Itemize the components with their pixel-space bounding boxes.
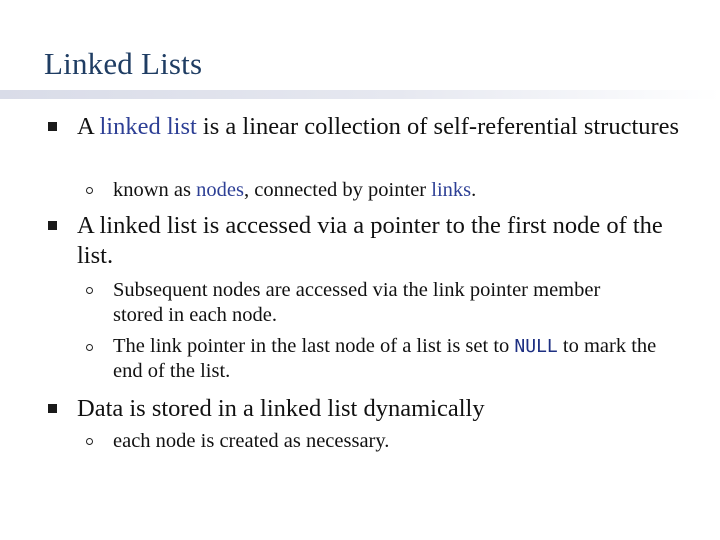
sub-bullet-3-1-text: each node is created as necessary. [113, 430, 390, 452]
bullet-1-part1: A [77, 113, 100, 140]
term-linked-list: linked list [99, 113, 197, 140]
sub-1-1-part1: known as [113, 179, 197, 201]
bullet-3-text: Data is stored in a linked list dynamically [77, 395, 485, 422]
ring-bullet-icon [86, 287, 93, 294]
code-null: NULL [514, 336, 558, 357]
bullet-2-text: A linked list is accessed via a pointer to the first node of the list. [77, 212, 663, 269]
sub-2-2-part2: to mark the end of the list. [113, 335, 657, 382]
slide-title: Linked Lists [44, 46, 203, 81]
ring-bullet-icon [86, 438, 93, 445]
square-bullet-icon [48, 122, 57, 131]
term-nodes: nodes [196, 179, 244, 201]
sub-bullet-2-2-text [113, 334, 688, 384]
square-bullet-icon [48, 404, 57, 413]
term-links: links [431, 179, 472, 201]
ring-bullet-icon [86, 187, 93, 194]
sub-bullet-1-1-text [113, 178, 693, 203]
sub-2-2-part1: The link pointer in the last node of a list is set to [113, 335, 515, 357]
sub-1-1-part2: , connected by pointer [243, 179, 432, 201]
square-bullet-icon [48, 221, 57, 230]
bullet-1-part2: is a linear collection of self-referential structures [196, 113, 680, 140]
title-divider [0, 90, 720, 99]
sub-1-1-part3: . [471, 179, 477, 201]
ring-bullet-icon [86, 344, 93, 351]
bullet-1-text [77, 112, 687, 142]
sub-bullet-2-1-text: Subsequent nodes are accessed via the link pointer member stored in each node. [113, 279, 601, 326]
